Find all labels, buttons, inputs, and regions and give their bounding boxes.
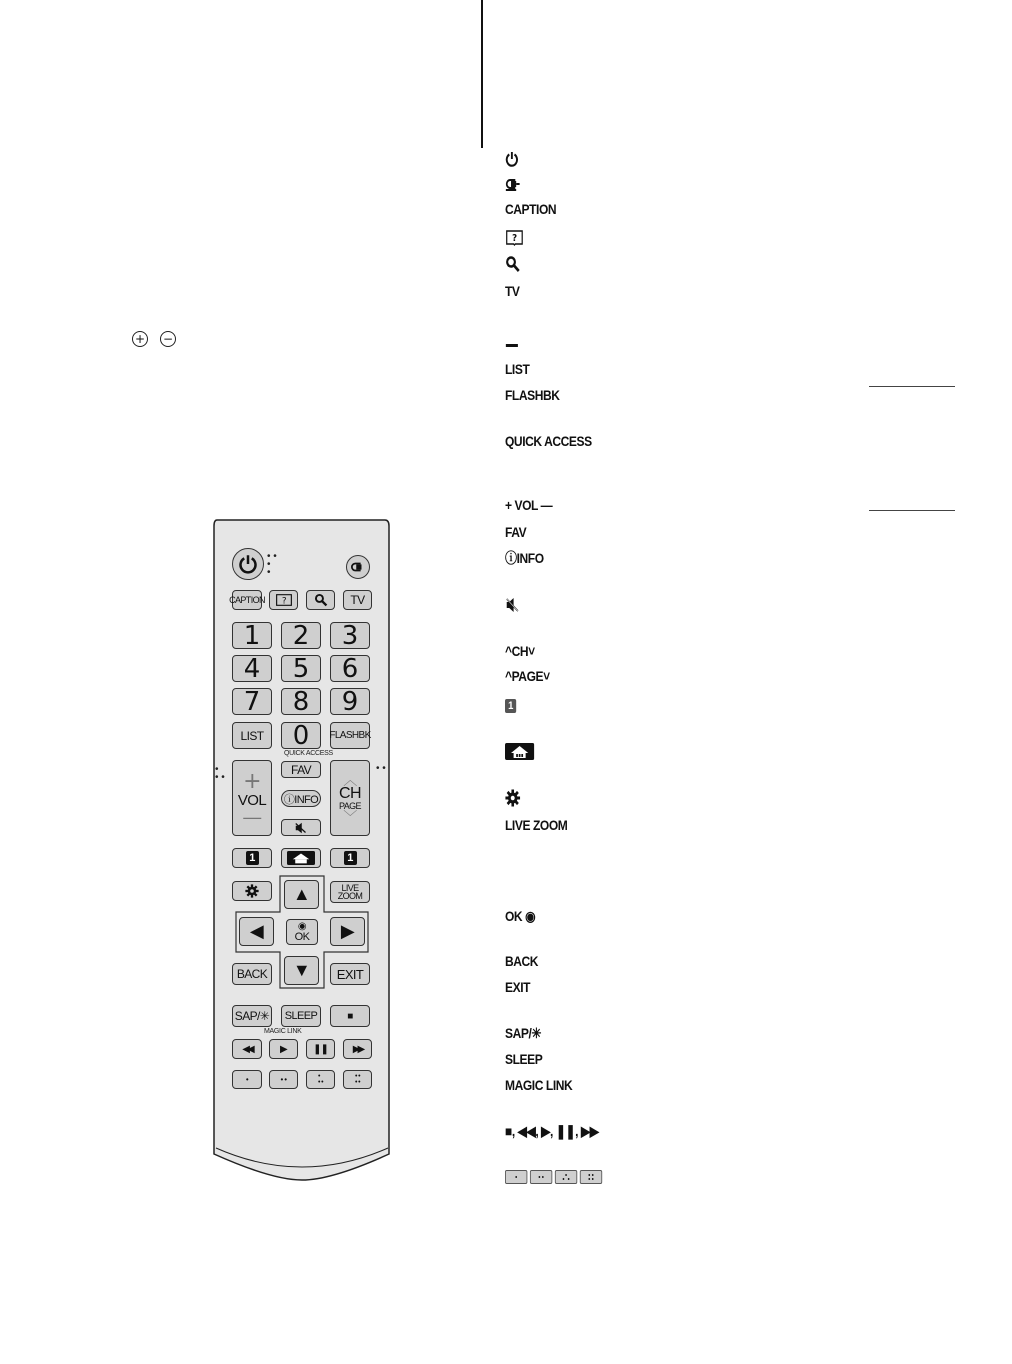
legend-flashbk: FLASHBK bbox=[505, 387, 560, 403]
legend-caption: CAPTION bbox=[505, 201, 557, 217]
vertical-rule bbox=[481, 0, 483, 148]
info-button[interactable]: ⓘINFO bbox=[281, 790, 321, 807]
horizontal-rule bbox=[869, 386, 955, 387]
dash-icon bbox=[505, 341, 519, 349]
exit-button[interactable]: EXIT bbox=[330, 963, 370, 985]
remote-control-illustration bbox=[212, 518, 392, 1182]
legend-quick-access: QUICK ACCESS bbox=[505, 433, 592, 449]
legend-fav: FAV bbox=[505, 524, 527, 540]
number-button-6[interactable]: 6 bbox=[330, 655, 370, 682]
svg-text:?: ? bbox=[281, 596, 286, 607]
sleep-button[interactable]: SLEEP bbox=[281, 1005, 321, 1027]
live-label: LIVE bbox=[341, 883, 359, 893]
legend-power bbox=[505, 150, 519, 167]
legend-sleep: SLEEP bbox=[505, 1051, 543, 1067]
ok-button[interactable] bbox=[286, 919, 318, 945]
legend-magic-link: MAGIC LINK bbox=[505, 1077, 573, 1093]
tv-button[interactable]: TV bbox=[343, 590, 372, 610]
legend-sap: SAP/✳ bbox=[505, 1025, 542, 1041]
plus-circle-icon: + bbox=[132, 331, 148, 347]
play-button[interactable] bbox=[269, 1039, 298, 1059]
legend-live-zoom: LIVE ZOOM bbox=[505, 817, 568, 833]
legend-vol: + VOL — bbox=[505, 497, 553, 513]
stop-button[interactable] bbox=[330, 1005, 370, 1027]
ok-circle-icon: ◉ bbox=[297, 921, 307, 932]
dot-button-2[interactable] bbox=[269, 1070, 298, 1089]
number-button-5[interactable]: 5 bbox=[281, 655, 321, 682]
legend-help bbox=[505, 228, 524, 246]
channel-label: CH bbox=[339, 784, 361, 802]
number-button-9[interactable]: 9 bbox=[330, 688, 370, 715]
minus-circle-icon: − bbox=[160, 331, 176, 347]
magic-link-label: MAGIC LINK bbox=[264, 1028, 302, 1035]
volume-label: VOL bbox=[237, 791, 267, 809]
triangle-down-icon: ▼ bbox=[292, 960, 311, 980]
arrow-left-button[interactable] bbox=[239, 917, 274, 946]
legend-ok: OK ◉ bbox=[505, 908, 536, 924]
fav-button[interactable]: FAV bbox=[281, 761, 321, 778]
list-button[interactable]: LIST bbox=[232, 722, 272, 749]
braille-dots: • • • bbox=[215, 764, 225, 783]
one-dot-icon: • bbox=[245, 1075, 249, 1084]
dot-buttons-icon bbox=[505, 1168, 605, 1184]
back-button[interactable]: BACK bbox=[232, 963, 272, 985]
input-icon bbox=[505, 176, 520, 192]
power-icon bbox=[238, 554, 258, 574]
input-button[interactable] bbox=[346, 555, 370, 579]
legend-input bbox=[505, 175, 520, 192]
chevron-down-icon: ﹀ bbox=[343, 808, 357, 825]
triangle-up-icon: ▲ bbox=[292, 884, 311, 904]
channel-page-rocker[interactable] bbox=[330, 760, 370, 836]
dot-button-3[interactable] bbox=[306, 1070, 335, 1089]
legend-back: BACK bbox=[505, 953, 539, 969]
page-label: PAGE bbox=[339, 800, 361, 811]
one-key-left[interactable] bbox=[232, 848, 272, 868]
help-book-icon bbox=[505, 229, 524, 246]
legend-media: ■, ◀◀, ▶, ❚❚, ▶▶ bbox=[505, 1123, 599, 1139]
settings-button[interactable] bbox=[232, 881, 272, 901]
home-button[interactable] bbox=[281, 848, 321, 868]
chevron-up-icon: ︿ bbox=[343, 771, 357, 788]
volume-rocker[interactable] bbox=[232, 760, 272, 836]
help-book-icon bbox=[275, 593, 293, 607]
battery-polarity-symbols bbox=[132, 331, 176, 347]
dot-button-1[interactable] bbox=[232, 1070, 262, 1089]
ok-label: OK bbox=[294, 931, 310, 943]
one-key-badge: 1 bbox=[344, 851, 357, 865]
number-button-2[interactable]: 2 bbox=[281, 622, 321, 649]
mute-button[interactable] bbox=[281, 819, 321, 836]
legend-dash bbox=[505, 336, 519, 352]
two-dot-icon: • • bbox=[280, 1075, 287, 1084]
number-button-4[interactable]: 4 bbox=[232, 655, 272, 682]
number-button-0[interactable]: 0 bbox=[281, 722, 321, 749]
number-button-3[interactable]: 3 bbox=[330, 622, 370, 649]
triangle-left-icon: ◀ bbox=[249, 921, 264, 941]
legend-search bbox=[505, 255, 520, 273]
pause-button[interactable] bbox=[306, 1039, 335, 1059]
legend-ch: ^CH˅ bbox=[505, 643, 535, 659]
arrow-up-button[interactable] bbox=[284, 880, 319, 909]
legend-settings bbox=[505, 789, 520, 807]
rewind-button[interactable] bbox=[232, 1039, 262, 1059]
number-button-8[interactable]: 8 bbox=[281, 688, 321, 715]
fast-forward-icon: ▶▶ bbox=[352, 1043, 363, 1055]
number-button-1[interactable]: 1 bbox=[232, 622, 272, 649]
search-icon bbox=[505, 255, 520, 273]
mute-icon bbox=[505, 597, 520, 613]
minus-icon: — bbox=[243, 806, 261, 827]
legend-info: ⓘINFO bbox=[505, 550, 544, 566]
legend-page: ^PAGE˅ bbox=[505, 668, 550, 684]
number-button-7[interactable]: 7 bbox=[232, 688, 272, 715]
one-key-right[interactable] bbox=[330, 848, 370, 868]
search-button[interactable] bbox=[306, 590, 335, 610]
one-key-badge: 1 bbox=[246, 851, 259, 865]
braille-dots: • • • • bbox=[267, 551, 277, 578]
fast-forward-button[interactable] bbox=[343, 1039, 372, 1059]
help-button[interactable] bbox=[269, 590, 298, 610]
power-button[interactable] bbox=[232, 548, 264, 580]
search-icon bbox=[314, 593, 328, 607]
four-dot-icon: • • • • bbox=[354, 1072, 361, 1086]
legend-exit: EXIT bbox=[505, 979, 531, 995]
gear-icon bbox=[245, 884, 259, 898]
pause-icon: ❚❚ bbox=[313, 1043, 328, 1055]
zoom-label: ZOOM bbox=[337, 891, 363, 901]
power-icon bbox=[505, 151, 519, 167]
horizontal-rule bbox=[869, 510, 955, 511]
rewind-icon: ◀◀ bbox=[242, 1043, 252, 1055]
input-icon bbox=[350, 560, 366, 574]
flashbk-button[interactable]: FLASHBK bbox=[330, 722, 370, 749]
arrow-right-button[interactable] bbox=[330, 917, 365, 946]
live-zoom-button[interactable] bbox=[330, 881, 370, 903]
gear-icon bbox=[505, 789, 520, 807]
play-icon: ▶ bbox=[279, 1043, 288, 1055]
three-dot-icon: • • • bbox=[317, 1072, 324, 1086]
legend-dots bbox=[505, 1168, 605, 1184]
arrow-down-button[interactable] bbox=[284, 956, 319, 985]
mute-icon bbox=[294, 822, 308, 834]
braille-dots: • • bbox=[376, 763, 386, 774]
legend-list: LIST bbox=[505, 361, 530, 377]
legend-home bbox=[505, 742, 534, 760]
legend-tv: TV bbox=[505, 283, 520, 299]
quick-access-label: QUICK ACCESS bbox=[284, 750, 333, 757]
home-icon bbox=[505, 743, 534, 760]
one-key-badge: 1 bbox=[505, 699, 516, 713]
triangle-right-icon: ▶ bbox=[340, 921, 355, 941]
caption-button[interactable]: CAPTION bbox=[232, 590, 262, 610]
sap-button[interactable]: SAP/✳ bbox=[232, 1005, 272, 1027]
svg-text:?: ? bbox=[512, 232, 517, 245]
home-icon bbox=[286, 851, 316, 865]
plus-icon: + bbox=[243, 768, 261, 794]
legend-one bbox=[505, 696, 516, 713]
legend-mute bbox=[505, 596, 520, 613]
stop-icon: ■ bbox=[347, 1010, 353, 1022]
dot-button-4[interactable] bbox=[343, 1070, 372, 1089]
